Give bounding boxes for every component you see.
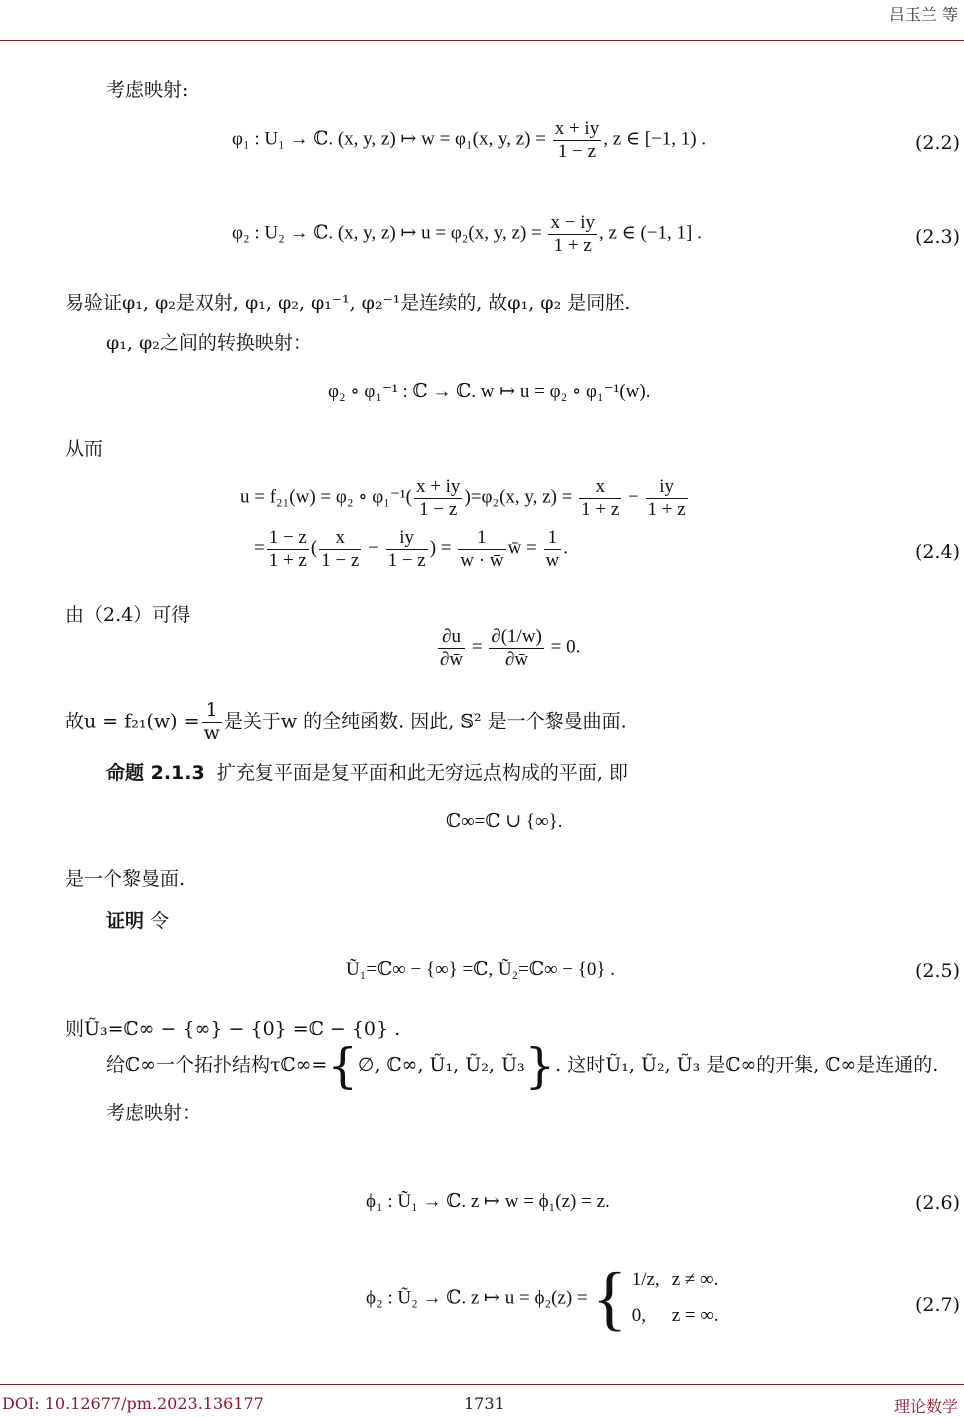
doi-link[interactable]: DOI: 10.12677/pm.2023.136177 [2,1394,264,1413]
paragraph: 由（2.4）可得 [65,604,191,626]
equation-2-7: ϕ₂ : Ũ₂ → ℂ. z ↦ u = ϕ₂(z) = { 1/z, z ≠ ∞. 0, z = ∞. [366,1258,719,1339]
page-number: 1731 [464,1394,505,1413]
equation-2-4-line-1: u = f₂₁(w) = φ₂ ∘ φ₁⁻¹( $\frac{x + iy}{1 - z}$ )=φ₂(x, y, z) = $\frac{x}{1 + z}$ − $\frac{iy}{1 + z}$ [240,476,686,520]
footer-rule [0,1384,964,1385]
eq-lhs: φ₂ : U₂ → ℂ. (x, y, z) ↦ u = φ₂(x, y, z) = [232,222,542,244]
equation-number: (2.3) [914,226,960,248]
paragraph: 则Ũ₃=ℂ∞ − {∞} − {0} =ℂ − {0} . [65,1018,401,1040]
equation-2-3 [232,212,702,257]
journal-name: 理论数学 [893,1397,958,1416]
paragraph: 故u = f₂₁(w) = $\frac{1}{w}$ 是关于w 的全纯函数. 因此, 𝕊² 是一个黎曼曲面. [65,699,627,744]
transition-map-equation: φ₂ ∘ φ₁⁻¹ : ℂ → ℂ. w ↦ u = φ₂ ∘ φ₁⁻¹(w). [328,381,651,402]
fraction: $\frac{x + iy}{1 - z}$ [554,118,600,162]
extended-plane-equation: ℂ∞=ℂ ∪ {∞}. [446,811,563,832]
equation-2-4-line-2: = $\frac{1 - z}{1 + z}$ ( $\frac{x}{1 - z}$ − $\frac{iy}{1 - z}$ ) = $\frac{1}{w \cdot w̄}$ w̄ = $\frac{1}{w}$ . [254,527,568,571]
paragraph: 易验证φ₁, φ₂是双射, φ₁, φ₂, φ₁⁻¹, φ₂⁻¹是连续的, 故φ₁, φ₂ 是同胚. [65,292,631,314]
eq-tail: , z ∈ [−1, 1) . [603,128,707,150]
header-rule [0,40,964,41]
paragraph: 考虑映射： [106,1102,202,1124]
equation-number: (2.7) [914,1294,960,1316]
paragraph: 考虑映射: [106,79,189,101]
proposition-label: 命题 2.1.3 [106,762,205,784]
equation-2-2 [232,118,706,163]
equation-number: (2.6) [914,1192,960,1214]
fraction: $\frac{x - iy}{1 + z}$ [550,212,595,256]
equation-number: (2.2) [914,132,960,154]
paragraph: φ₁, φ₂之间的转换映射： [106,332,312,354]
partial-derivative-equation: $\frac{\partial u}{\partial w̄}$ = $\frac{\partial(1/w)}{\partial w̄}$ = 0. [440,626,581,670]
proof-label: 证明 [106,910,145,932]
paragraph: 从而 [65,438,104,460]
running-header-author: 吕玉兰 等 [888,5,958,24]
paragraph: 是一个黎曼面. [65,868,186,890]
equation-number: (2.5) [914,960,960,982]
equation-2-5: Ũ₁=ℂ∞ − {∞} =ℂ, Ũ₂=ℂ∞ − {0} . [346,959,615,980]
equation-2-6: ϕ₁ : Ũ₁ → ℂ. z ↦ w = ϕ₁(z) = z. [366,1191,610,1212]
proposition: 命题 2.1.3 扩充复平面是复平面和此无穷远点构成的平面, 即 [106,762,628,784]
proof-start: 证明 令 [106,910,170,932]
equation-number: (2.4) [914,541,960,563]
topology-paragraph: 给ℂ∞一个拓扑结构τℂ∞={∅, ℂ∞, Ũ₁, Ũ₂, Ũ₃}. 这时Ũ₁, Ũ₂, Ũ₃ 是ℂ∞的开集, ℂ∞是连通的. [106,1038,939,1094]
eq-lhs: φ₁ : U₁ → ℂ. (x, y, z) ↦ w = φ₁(x, y, z) = [232,128,546,150]
eq-tail: , z ∈ (−1, 1] . [598,222,702,244]
